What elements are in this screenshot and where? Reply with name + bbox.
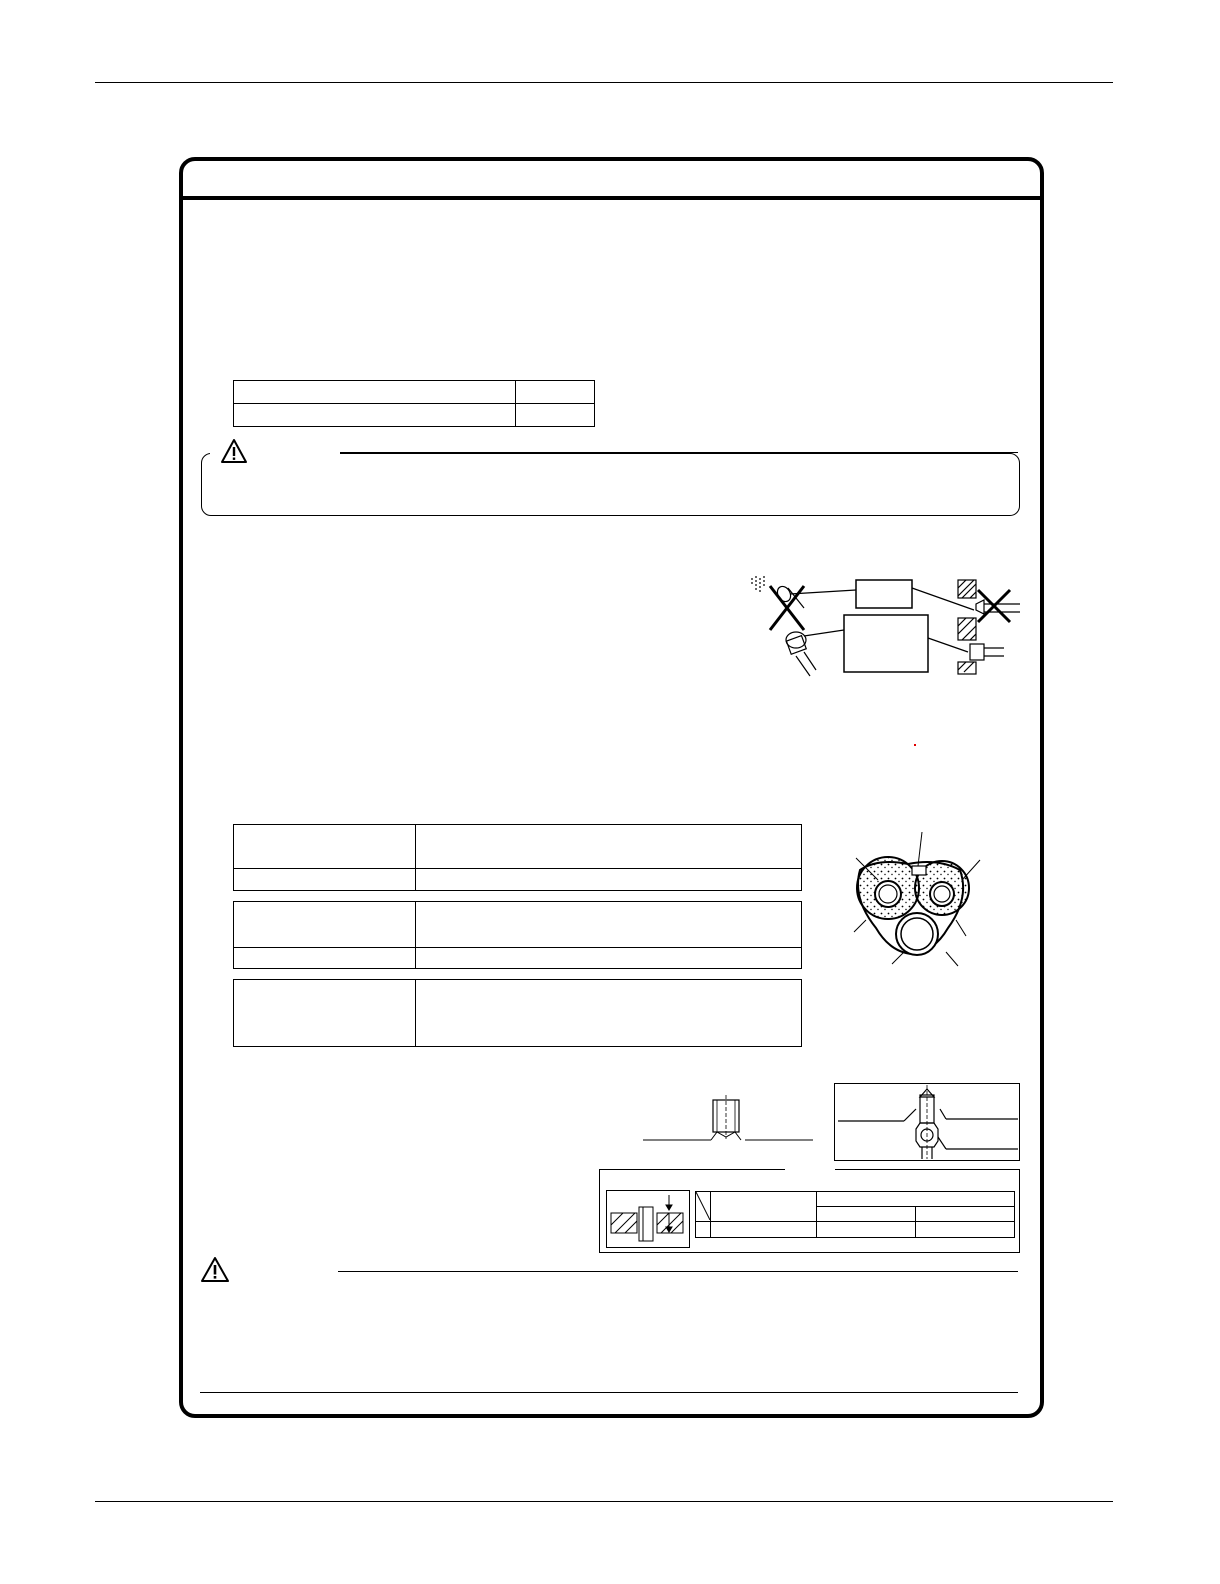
caution-divider <box>340 452 1018 453</box>
table-cell <box>416 980 802 1047</box>
table-cell <box>516 404 595 427</box>
flare-comparison-illustration <box>748 572 1023 677</box>
table-cell <box>234 902 416 948</box>
table-row <box>234 947 802 968</box>
flare-tube-illustration <box>643 1095 815 1145</box>
table-cell <box>234 404 516 427</box>
table-row <box>234 902 802 948</box>
warning-triangle-icon <box>200 1256 230 1283</box>
table-row <box>234 404 595 427</box>
page-bottom-rule <box>95 1501 1113 1502</box>
table-cell <box>416 947 802 968</box>
table-cell <box>711 1221 817 1237</box>
flare-nut-tool-illustration <box>836 1085 1018 1159</box>
table-cell <box>234 868 416 890</box>
diagonal-divider <box>696 1192 710 1220</box>
pipe-table-1 <box>233 824 802 891</box>
table-cell <box>234 825 416 869</box>
table-cell <box>516 381 595 404</box>
table-row <box>234 868 802 890</box>
table-cell <box>416 902 802 948</box>
table-cell <box>696 1221 711 1237</box>
table-row <box>234 980 802 1047</box>
table-row <box>696 1192 1015 1207</box>
table-cell <box>416 868 802 890</box>
table-cell <box>696 1192 711 1222</box>
section-footer-rule <box>200 1392 1018 1393</box>
spec-table <box>233 380 595 427</box>
table-row <box>234 381 595 404</box>
pipe-bundle-cross-section <box>838 828 988 973</box>
table-cell <box>916 1221 1015 1237</box>
flare-gauge-illustration <box>607 1191 689 1247</box>
section-header-bar <box>183 161 1040 200</box>
table-cell <box>817 1206 916 1221</box>
caution-divider <box>338 1271 1018 1272</box>
table-cell <box>817 1192 1015 1207</box>
table-cell <box>416 825 802 869</box>
table-cell <box>234 947 416 968</box>
warning-triangle-icon <box>220 438 248 464</box>
table-row <box>234 825 802 869</box>
pipe-table-3 <box>233 979 802 1047</box>
table-cell <box>234 381 516 404</box>
table-cell <box>711 1192 817 1222</box>
marker-dot <box>914 744 916 746</box>
table-cell <box>916 1206 1015 1221</box>
pipe-table-2 <box>233 901 802 969</box>
table-cell <box>817 1221 916 1237</box>
page-top-rule <box>95 82 1113 83</box>
flare-dimension-table <box>695 1191 1015 1238</box>
table-row <box>696 1221 1015 1237</box>
table-cell <box>234 980 416 1047</box>
